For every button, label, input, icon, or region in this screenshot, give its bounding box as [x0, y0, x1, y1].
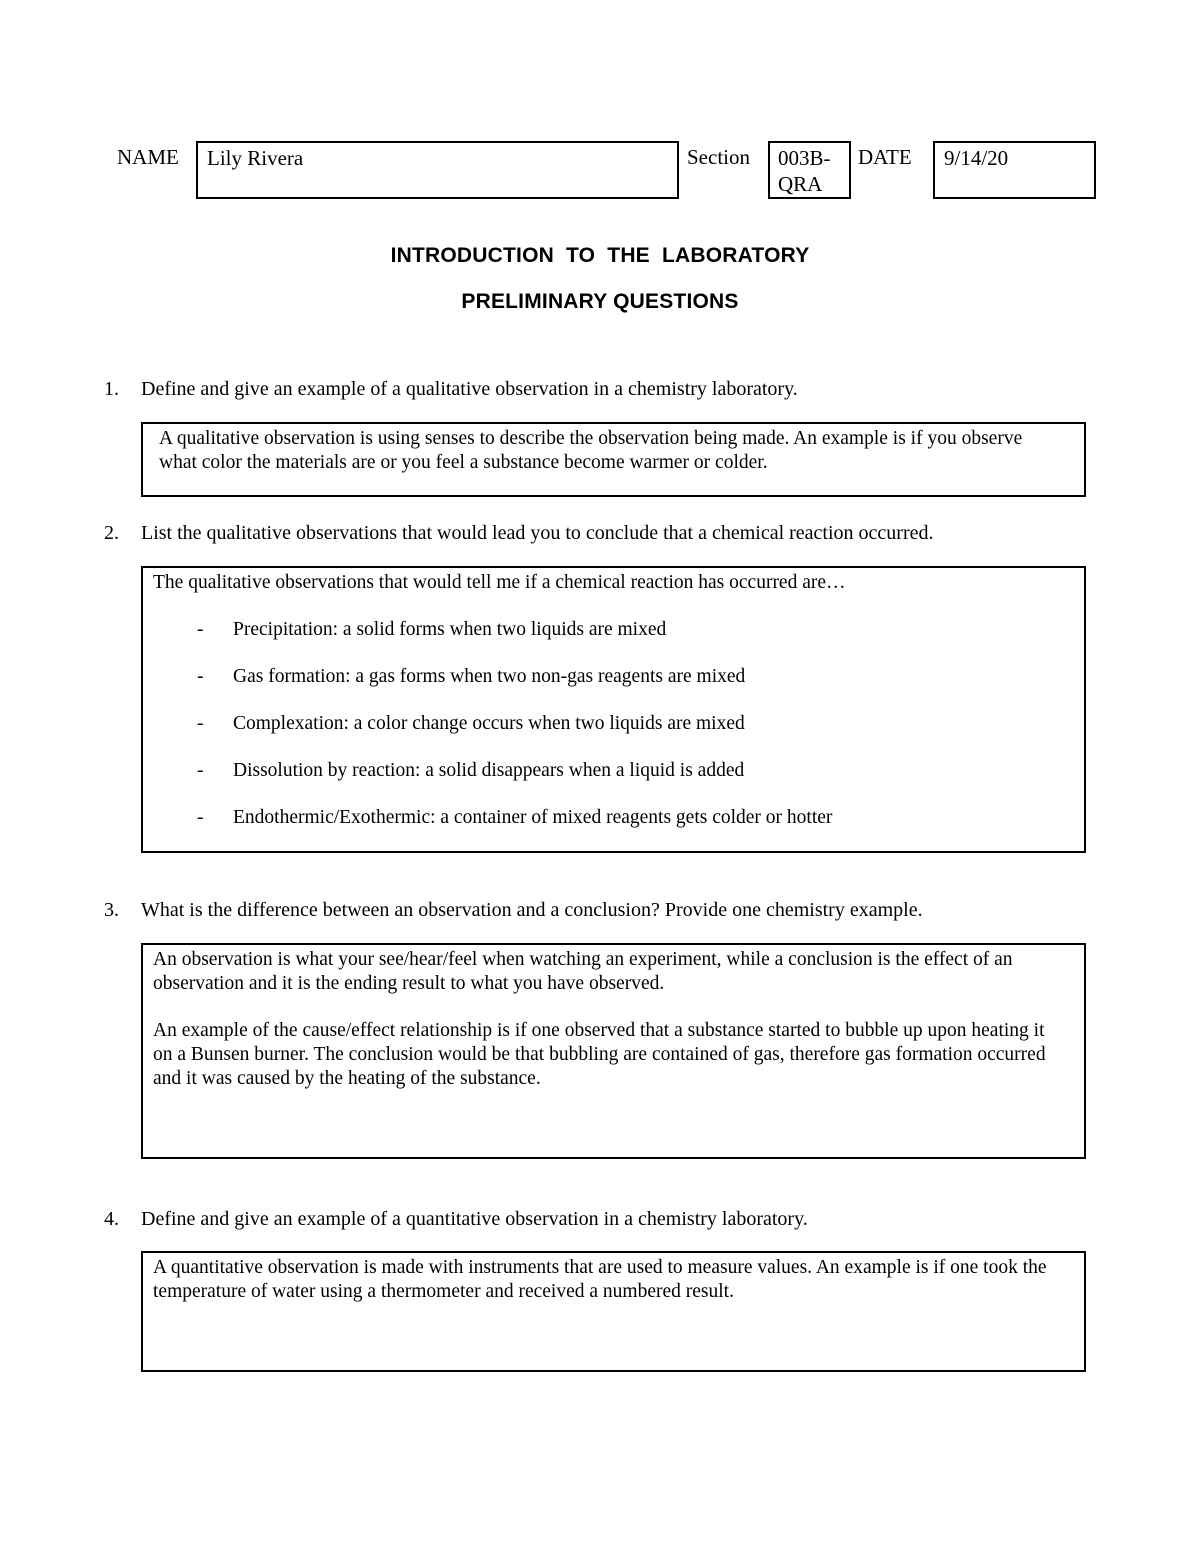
answer-1-text: A qualitative observation is using senses to describe the observation being made. An example is if you observe what color the materials are or you feel a substance become warmer or colder. — [159, 428, 1023, 473]
date-field[interactable] — [933, 141, 1096, 199]
page-subtitle: PRELIMINARY QUESTIONS — [461, 290, 739, 313]
answer-3-box[interactable] — [141, 943, 1086, 1159]
date-value: 9/14/20 — [944, 146, 1009, 170]
answer-2-box[interactable] — [141, 566, 1086, 853]
section-value-line2: QRA — [778, 172, 823, 196]
page-title: INTRODUCTION TO THE LABORATORY — [390, 244, 810, 267]
section-field[interactable] — [768, 141, 851, 199]
question-2-number: 2. — [104, 522, 119, 544]
answer-2-list — [153, 618, 1064, 830]
bullet-dash: - — [197, 666, 204, 687]
section-value-line1: 003B- — [778, 146, 831, 170]
answer-1-box[interactable] — [141, 422, 1086, 497]
bullet-dash: - — [197, 807, 204, 828]
date-label: DATE — [858, 145, 912, 169]
list-item: - Precipitation: a solid forms when two liquids are mixed — [197, 619, 667, 640]
answer-2-intro: The qualitative observations that would tell me if a chemical reaction has occurred are… — [153, 572, 846, 593]
question-3-text: What is the difference between an observation and a conclusion? Provide one chemistry example. — [141, 899, 923, 921]
question-2-text: List the qualitative observations that would lead you to conclude that a chemical reaction occurred. — [141, 522, 934, 544]
name-value: Lily Rivera — [207, 146, 304, 170]
answer-4-text: A quantitative observation is made with instruments that are used to measure values. An example is if one took the temperature of water using a thermometer and received a numbered result. — [153, 1257, 1047, 1302]
bullet-dash: - — [197, 619, 204, 640]
list-item: - Endothermic/Exothermic: a container of mixed reagents gets colder or hotter — [197, 807, 833, 828]
question-1-text: Define and give an example of a qualitative observation in a chemistry laboratory. — [141, 378, 798, 400]
question-4-number: 4. — [104, 1208, 119, 1230]
list-item: - Dissolution by reaction: a solid disappears when a liquid is added — [197, 760, 745, 781]
answer-4-box[interactable] — [141, 1251, 1086, 1372]
question-3-number: 3. — [104, 899, 119, 921]
name-field[interactable] — [196, 141, 679, 199]
section-label: Section — [687, 145, 750, 169]
name-label: NAME — [117, 145, 179, 169]
question-1-number: 1. — [104, 378, 119, 400]
answer-3-paragraph-1: An observation is what your see/hear/feel when watching an experiment, while a conclusion is the effect of an observation and it is the ending result to what you have observed. — [153, 949, 1013, 994]
bullet-dash: - — [197, 760, 204, 781]
bullet-dash: - — [197, 713, 204, 734]
list-item: - Complexation: a color change occurs when two liquids are mixed — [197, 713, 745, 734]
answer-3-paragraph-2: An example of the cause/effect relationship is if one observed that a substance started to bubble up upon heating it on a Bunsen burner. The conclusion would be that bubbling are contained of gas, therefore gas formation occurred and it was caused by the heating of the substance. — [153, 1020, 1046, 1089]
list-item: - Gas formation: a gas forms when two non-gas reagents are mixed — [197, 666, 746, 687]
question-4-text: Define and give an example of a quantitative observation in a chemistry laboratory. — [141, 1208, 808, 1230]
